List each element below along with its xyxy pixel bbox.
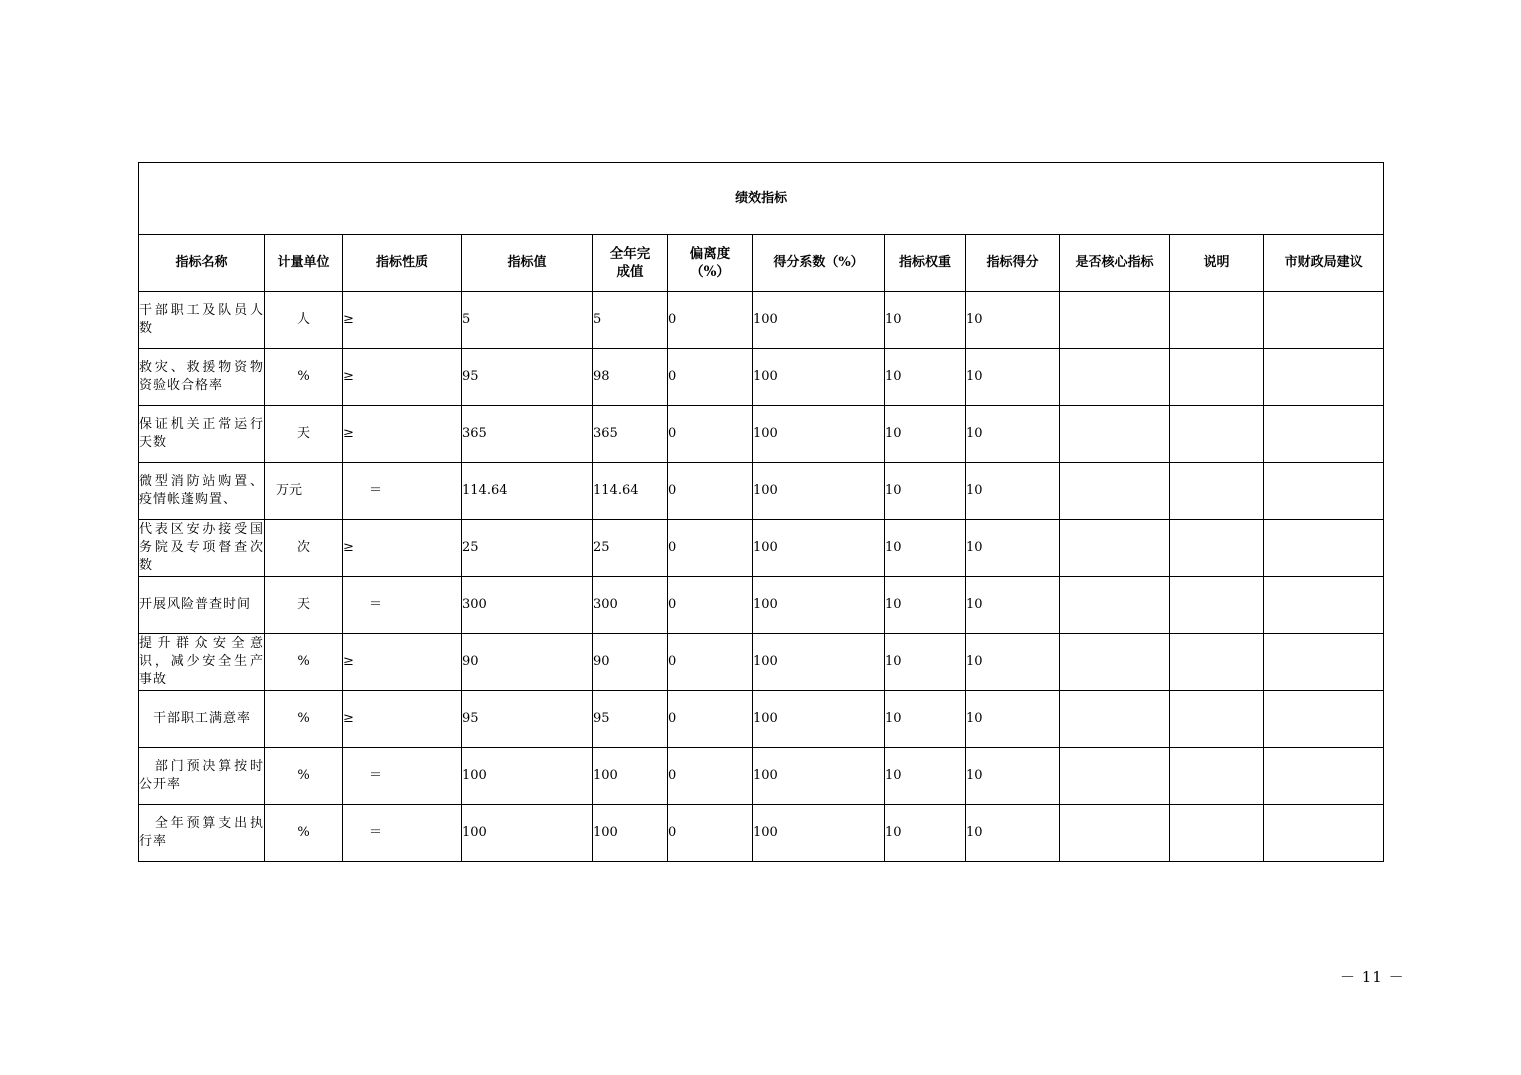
cell-weight: 10 (885, 691, 966, 748)
cell-annual-completion: 95 (593, 691, 668, 748)
cell-score-coefficient: 100 (753, 634, 885, 691)
cell-core-indicator (1060, 520, 1170, 577)
cell-finance-advice (1264, 292, 1384, 349)
cell-nature: ≥ (343, 691, 462, 748)
cell-deviation: 0 (668, 520, 753, 577)
cell-score: 10 (966, 292, 1060, 349)
cell-deviation: 0 (668, 577, 753, 634)
table-header-row (139, 235, 1384, 292)
cell-weight: 10 (885, 805, 966, 862)
table-row (139, 520, 1384, 577)
header-unit: 计量单位 (265, 235, 343, 292)
cell-note (1170, 691, 1264, 748)
header-annual-completion-line1: 全年完 (609, 246, 651, 262)
cell-score-coefficient: 100 (753, 748, 885, 805)
cell-target-value: 100 (462, 805, 593, 862)
cell-score-coefficient: 100 (753, 463, 885, 520)
cell-target-value: 300 (462, 577, 593, 634)
cell-annual-completion: 90 (593, 634, 668, 691)
cell-score-coefficient: 100 (753, 577, 885, 634)
cell-core-indicator (1060, 748, 1170, 805)
cell-nature: ≥ (343, 520, 462, 577)
cell-nature: ＝ (343, 577, 462, 634)
cell-deviation: 0 (668, 748, 753, 805)
cell-nature: ≥ (343, 292, 462, 349)
cell-indicator-name: 开展风险普查时间 (139, 577, 265, 634)
table-row (139, 292, 1384, 349)
header-core-indicator: 是否核心指标 (1060, 235, 1170, 292)
cell-score: 10 (966, 634, 1060, 691)
cell-core-indicator (1060, 463, 1170, 520)
cell-unit: % (265, 805, 343, 862)
cell-indicator-name: 提升群众安全意识，减少安全生产事故 (139, 634, 265, 691)
cell-score: 10 (966, 463, 1060, 520)
cell-note (1170, 349, 1264, 406)
cell-annual-completion: 98 (593, 349, 668, 406)
cell-target-value: 5 (462, 292, 593, 349)
header-nature: 指标性质 (343, 235, 462, 292)
cell-unit: 天 (265, 406, 343, 463)
cell-score-coefficient: 100 (753, 805, 885, 862)
table-row (139, 748, 1384, 805)
cell-annual-completion: 114.64 (593, 463, 668, 520)
table-title-row (139, 163, 1384, 235)
cell-nature: ≥ (343, 406, 462, 463)
cell-target-value: 95 (462, 691, 593, 748)
cell-indicator-name: 微型消防站购置、疫情帐蓬购置、 (139, 463, 265, 520)
cell-annual-completion: 100 (593, 805, 668, 862)
cell-unit: % (265, 349, 343, 406)
cell-indicator-name: 干部职工满意率 (139, 691, 265, 748)
table-row (139, 406, 1384, 463)
cell-indicator-name: 部门预决算按时公开率 (139, 748, 265, 805)
cell-note (1170, 463, 1264, 520)
cell-unit: 天 (265, 577, 343, 634)
table-row (139, 463, 1384, 520)
cell-core-indicator (1060, 634, 1170, 691)
cell-annual-completion: 100 (593, 748, 668, 805)
header-deviation-line2: （%） (690, 264, 730, 280)
cell-target-value: 95 (462, 349, 593, 406)
cell-score: 10 (966, 577, 1060, 634)
cell-finance-advice (1264, 691, 1384, 748)
cell-annual-completion: 300 (593, 577, 668, 634)
header-score-coefficient: 得分系数（%） (753, 235, 885, 292)
cell-deviation: 0 (668, 691, 753, 748)
cell-note (1170, 520, 1264, 577)
cell-indicator-name: 干部职工及队员人数 (139, 292, 265, 349)
cell-indicator-name: 救灾、救援物资物资验收合格率 (139, 349, 265, 406)
performance-indicator-table (138, 162, 1384, 862)
cell-finance-advice (1264, 634, 1384, 691)
cell-nature: ＝ (343, 463, 462, 520)
cell-note (1170, 292, 1264, 349)
cell-core-indicator (1060, 691, 1170, 748)
cell-unit: 人 (265, 292, 343, 349)
cell-deviation: 0 (668, 349, 753, 406)
cell-finance-advice (1264, 520, 1384, 577)
cell-note (1170, 634, 1264, 691)
cell-weight: 10 (885, 406, 966, 463)
cell-note (1170, 577, 1264, 634)
cell-score-coefficient: 100 (753, 691, 885, 748)
cell-score-coefficient: 100 (753, 520, 885, 577)
cell-deviation: 0 (668, 805, 753, 862)
cell-deviation: 0 (668, 634, 753, 691)
page-number: － 11 － (1340, 968, 1405, 986)
table-row (139, 577, 1384, 634)
cell-finance-advice (1264, 805, 1384, 862)
header-indicator-name: 指标名称 (139, 235, 265, 292)
cell-finance-advice (1264, 577, 1384, 634)
cell-weight: 10 (885, 292, 966, 349)
cell-indicator-name: 全年预算支出执行率 (139, 805, 265, 862)
cell-weight: 10 (885, 520, 966, 577)
table-row (139, 691, 1384, 748)
cell-score-coefficient: 100 (753, 406, 885, 463)
cell-score-coefficient: 100 (753, 292, 885, 349)
cell-core-indicator (1060, 577, 1170, 634)
cell-nature: ≥ (343, 634, 462, 691)
cell-score: 10 (966, 349, 1060, 406)
cell-note (1170, 406, 1264, 463)
cell-finance-advice (1264, 463, 1384, 520)
cell-unit: % (265, 634, 343, 691)
cell-deviation: 0 (668, 463, 753, 520)
header-annual-completion (593, 235, 668, 292)
cell-score: 10 (966, 805, 1060, 862)
cell-unit: % (265, 748, 343, 805)
cell-finance-advice (1264, 349, 1384, 406)
cell-finance-advice (1264, 406, 1384, 463)
cell-weight: 10 (885, 634, 966, 691)
cell-weight: 10 (885, 349, 966, 406)
cell-target-value: 25 (462, 520, 593, 577)
cell-note (1170, 748, 1264, 805)
cell-note (1170, 805, 1264, 862)
cell-unit: % (265, 691, 343, 748)
cell-annual-completion: 5 (593, 292, 668, 349)
cell-core-indicator (1060, 292, 1170, 349)
table-row (139, 634, 1384, 691)
header-target-value: 指标值 (462, 235, 593, 292)
cell-score: 10 (966, 520, 1060, 577)
cell-core-indicator (1060, 406, 1170, 463)
cell-weight: 10 (885, 748, 966, 805)
cell-target-value: 100 (462, 748, 593, 805)
cell-score: 10 (966, 748, 1060, 805)
cell-nature: ＝ (343, 748, 462, 805)
cell-score-coefficient: 100 (753, 349, 885, 406)
cell-target-value: 90 (462, 634, 593, 691)
cell-score: 10 (966, 406, 1060, 463)
header-annual-completion-line2: 成值 (616, 264, 644, 280)
header-weight: 指标权重 (885, 235, 966, 292)
cell-deviation: 0 (668, 406, 753, 463)
cell-weight: 10 (885, 463, 966, 520)
cell-deviation: 0 (668, 292, 753, 349)
table-title: 绩效指标 (139, 163, 1384, 235)
cell-nature: ≥ (343, 349, 462, 406)
header-note: 说明 (1170, 235, 1264, 292)
header-finance-advice: 市财政局建议 (1264, 235, 1384, 292)
cell-target-value: 365 (462, 406, 593, 463)
cell-annual-completion: 25 (593, 520, 668, 577)
header-score: 指标得分 (966, 235, 1060, 292)
cell-finance-advice (1264, 748, 1384, 805)
cell-core-indicator (1060, 805, 1170, 862)
table-row (139, 805, 1384, 862)
header-deviation (668, 235, 753, 292)
table-row (139, 349, 1384, 406)
cell-target-value: 114.64 (462, 463, 593, 520)
cell-unit: 次 (265, 520, 343, 577)
cell-indicator-name: 保证机关正常运行天数 (139, 406, 265, 463)
header-deviation-line1: 偏离度 (689, 246, 731, 262)
cell-unit: 万元 (265, 463, 343, 520)
cell-indicator-name: 代表区安办接受国务院及专项督查次数 (139, 520, 265, 577)
cell-score: 10 (966, 691, 1060, 748)
cell-core-indicator (1060, 349, 1170, 406)
cell-nature: ＝ (343, 805, 462, 862)
cell-annual-completion: 365 (593, 406, 668, 463)
cell-weight: 10 (885, 577, 966, 634)
